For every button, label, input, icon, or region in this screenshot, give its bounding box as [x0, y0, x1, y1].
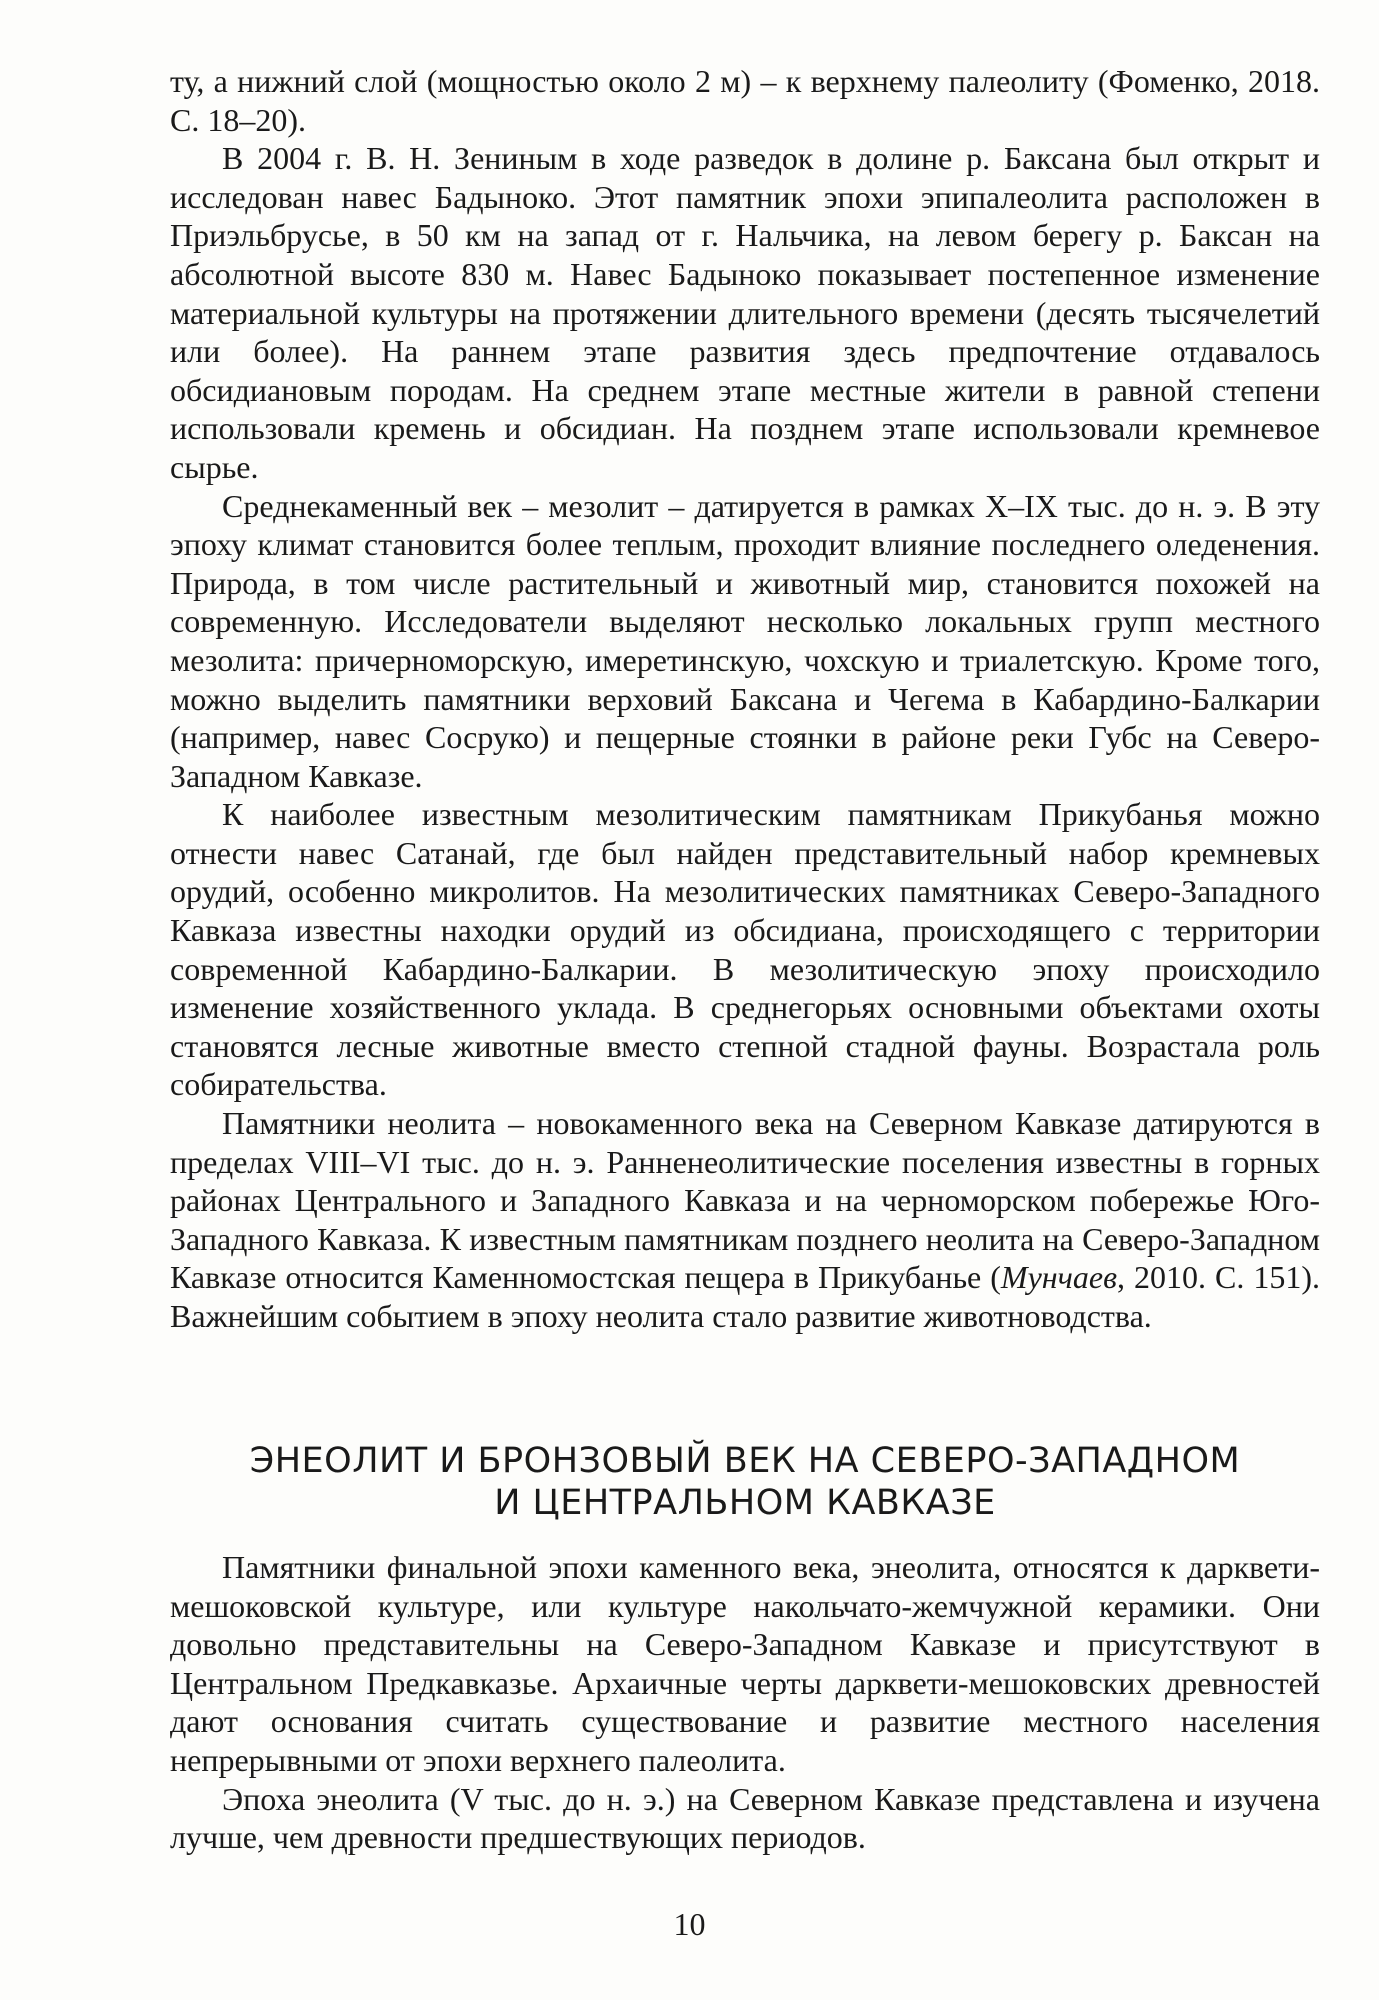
paragraph-text: К наиболее известным мезолитическим памятникам Прикубанья можно отнести навес Сатанай, где был найден представительный набор кремневых орудий, особенно микролитов. На мезолитических памятниках Северо-Западного Кавказа известны находки орудий из обсидиана, происходящего с территории современной Кабардино-Балкарии. В мезолитическую эпоху происходило изменение хозяйственного уклада. В среднегорьях основными объектами охоты становятся лесные животные вместо степной стадной фауны. Возрастала роль собирательства.: [170, 796, 1320, 1103]
section-heading: [170, 1440, 1320, 1524]
section-heading-line-1: ЭНЕОЛИТ И БРОНЗОВЫЙ ВЕК НА СЕВЕРО-ЗАПАДНОМ: [249, 1441, 1241, 1481]
paragraph-text: Памятники финальной эпохи каменного века, энеолита, относятся к дарквети-мешоковской культуре, или культуре накольчато-жемчужной керамики. Они довольно представительны на Северо-Западном Кавказе и присутствуют в Центральном Предкавказье. Архаичные черты дарквети-мешоковских древностей дают основания считать существование и развитие местного населения непрерывными от эпохи верхнего палеолита.: [170, 1549, 1320, 1778]
body-text-top: [170, 62, 1320, 1336]
citation-author: Мунчаев: [1000, 1259, 1118, 1296]
paragraph-prikubanye: [170, 795, 1320, 1104]
paragraph-text: ту, а нижний слой (мощностью около 2 м) – к верхнему палеолиту (Фоменко, 2018. С. 18–20).: [170, 63, 1320, 138]
paragraph-mesolithic: [170, 487, 1320, 796]
paragraph-eneolithic-epoch: [170, 1780, 1320, 1857]
paragraph-badynoko: [170, 139, 1320, 486]
paragraph-text: В 2004 г. В. Н. Зениным в ходе разведок в долине р. Баксана был открыт и исследован навес Бадыноко. Этот памятник эпохи эпипалеолита расположен в Приэльбрусье, в 50 км на запад от г. Нальчика, на левом берегу р. Баксан на абсолютной высоте 830 м. Навес Бадыноко показывает постепенное изменение материальной культуры на протяжении длительного времени (десять тысячелетий или более). На раннем этапе развития здесь предпочтение отдавалось обсидиановым породам. На среднем этапе местные жители в равной степени использовали кремень и обсидиан. На позднем этапе использовали кремневое сырье.: [170, 140, 1320, 485]
paragraph-neolithic: [170, 1104, 1320, 1336]
body-text-bottom: [170, 1548, 1320, 1857]
paragraph-text: , 2010. С. 151). Важнейшим событием в эпоху неолита стало развитие животноводства.: [170, 1259, 1321, 1334]
paragraph-text: Памятники неолита – новокаменного века на Северном Кавказе датируются в пределах VIII–VI тыс. до н. э. Ранненеолитические поселения известны в горных районах Центрального и Западного Кавказа и на черноморском побережье Юго-Западного Кавказа. К известным памятникам позднего неолита на Северо-Западном Кавказе относится Каменномостская пещера в Прикубанье (: [170, 1105, 1320, 1296]
paragraph-text: Эпоха энеолита (V тыс. до н. э.) на Северном Кавказе представлена и изучена лучше, чем древности предшествующих периодов.: [170, 1780, 1320, 1856]
paragraph-eneolithic-culture: [170, 1548, 1320, 1780]
paragraph-text: Среднекаменный век – мезолит – датируется в рамках X–IX тыс. до н. э. В эту эпоху климат становится более теплым, проходит влияние последнего оледенения. Природа, в том числе растительный и животный мир, становится похожей на современную. Исследователи выделяют несколько локальных групп местного мезолита: причерноморскую, имеретинскую, чохскую и триалетскую. Кроме того, можно выделить памятники верховий Баксана и Чегема в Кабардино-Балкарии (например, навес Сосруко) и пещерные стоянки в районе реки Губс на Северо-Западном Кавказе.: [170, 487, 1320, 794]
page-number: 10: [673, 1906, 706, 1942]
section-heading-line-2: И ЦЕНТРАЛЬНОМ КАВКАЗЕ: [494, 1483, 996, 1523]
paragraph-continuation: [170, 62, 1320, 139]
